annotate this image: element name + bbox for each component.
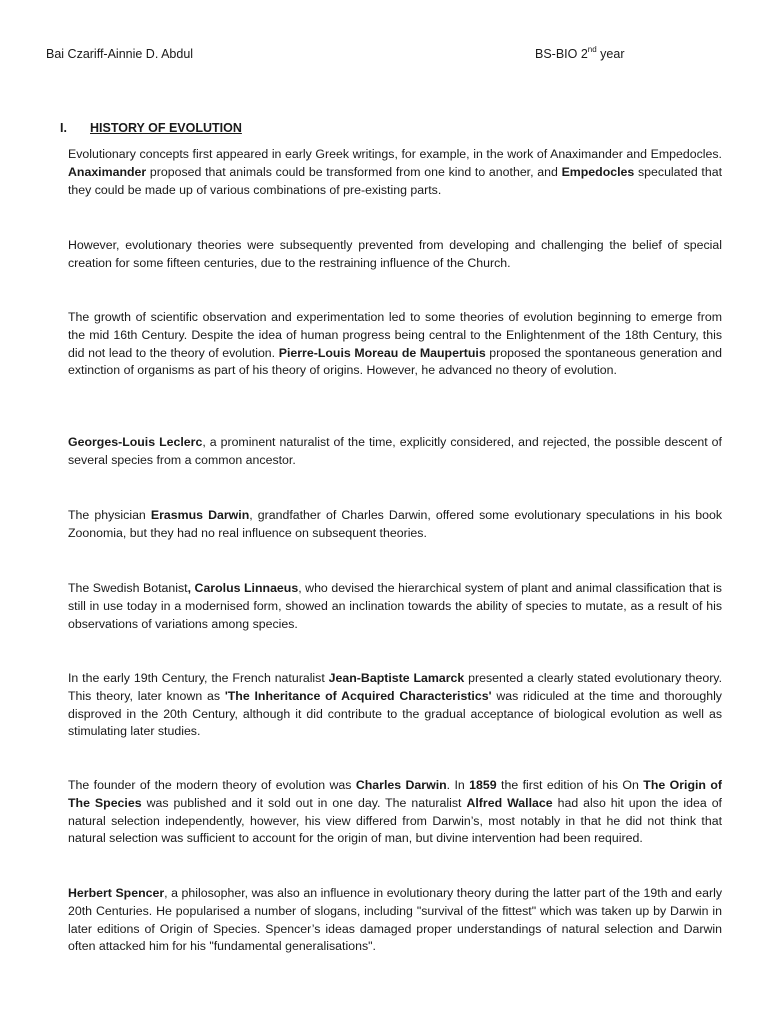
paragraph-text: had also hit upon the idea of natural selection independently, however, his view differed from Darwin’s, most notably in that he did not think that natural selection was sufficient to account for the origin of man, but divine intervention had been required. (68, 795, 722, 846)
paragraph (68, 309, 722, 380)
paragraph (68, 885, 722, 956)
course-suffix: year (596, 47, 625, 61)
bold-term: Charles Darwin (355, 778, 447, 792)
paragraph-text: was published and it sold out in one day. The naturalist (141, 795, 467, 810)
bold-term: Anaximander (68, 164, 147, 179)
paragraph-text: proposed the spontaneous generation and extinction of organisms as part of his theory of origins. However, he advanced no theory of evolution. (68, 345, 722, 378)
paragraph (68, 146, 722, 199)
paragraph (68, 507, 722, 543)
paragraph-text: the first edition of his On (496, 778, 644, 792)
paragraph-text: The physician (68, 508, 151, 522)
paragraph (68, 580, 722, 633)
course-year (535, 46, 625, 62)
paragraph-text: However, evolutionary theories were subsequently prevented from developing and challenging the belief of special creation for some fifteen centuries, due to the restraining influence of the Church. (68, 238, 722, 270)
paragraph (68, 237, 722, 273)
author-name: Bai Czariff-Ainnie D. Abdul (46, 47, 194, 61)
section-heading (60, 120, 242, 136)
section-number: I. (60, 121, 67, 135)
bold-term: 1859 (469, 778, 497, 792)
bold-term: Herbert Spencer (68, 886, 165, 900)
paragraph-text: The founder of the modern theory of evolution was (68, 778, 356, 792)
bold-term: Jean-Baptiste Lamarck (328, 671, 465, 685)
bold-term: Erasmus Darwin (150, 508, 250, 522)
bold-term: , Carolus Linnaeus (187, 581, 299, 595)
paragraph-text: was ridiculed at the time and thoroughly disproved in the 20th Century, although it did contribute to the gradual acceptance of biological evolution as well as stimulating later studies. (68, 688, 722, 739)
paragraph (68, 670, 722, 741)
paragraph-text: , who devised the hierarchical system of plant and animal classification that is still in use today in a modernised form, showed an inclination towards the ability of species to mutate, as a result of his observations of variations among species. (68, 581, 722, 631)
paragraph-text: presented a clearly stated evolutionary theory. This theory, later known as (68, 671, 722, 703)
bold-term: 'The Inheritance of Acquired Characteristics' (224, 688, 492, 703)
paragraph (68, 434, 722, 470)
bold-term: Alfred Wallace (466, 795, 553, 810)
paragraph-text: . In (446, 778, 470, 792)
section-title: HISTORY OF EVOLUTION (90, 121, 242, 135)
paragraph-text: In the early 19th Century, the French naturalist (68, 671, 329, 685)
paragraph-text: , grandfather of Charles Darwin, offered some evolutionary speculations in his book Zoonomia, but they had no real influence on subsequent theories. (68, 508, 722, 540)
bold-term: Georges-Louis Leclerc (68, 435, 203, 449)
course-ordinal-suffix: nd (587, 44, 597, 54)
bold-term: The Origin of The Species (68, 778, 722, 810)
paragraph-text: Evolutionary concepts first appeared in early Greek writings, for example, in the work of Anaximander and Empedocles. (68, 147, 722, 161)
paragraph-text: , a philosopher, was also an influence in evolutionary theory during the latter part of the 19th and early 20th Centuries. He popularised a number of slogans, including "survival of the fittest" which was taken up by Darwin in later editions of Origin of Species. Spencer’s ideas damaged proper understandings of natural selection and Darwin often attacked him for his "fundamental generalisations". (68, 886, 722, 954)
paragraph-text: proposed that animals could be transformed from one kind to another, and (146, 164, 562, 179)
paragraph (68, 777, 722, 848)
paragraph-text: The growth of scientific observation and experimentation led to some theories of evolution beginning to emerge from the mid 16th Century. Despite the idea of human progress being central to the Enlightenment of the 18th Century, this did not lead to the theory of evolution. (68, 310, 722, 360)
paragraph-text: , a prominent naturalist of the time, explicitly considered, and rejected, the possible descent of several species from a common ancestor. (68, 435, 722, 467)
paragraph-text: The Swedish Botanist (68, 581, 188, 595)
bold-term: Pierre-Louis Moreau de Maupertuis (278, 345, 486, 360)
course-prefix: BS-BIO 2 (535, 47, 588, 61)
paragraph-text: speculated that they could be made up of various combinations of pre-existing parts. (68, 164, 722, 197)
bold-term: Empedocles (561, 164, 635, 179)
